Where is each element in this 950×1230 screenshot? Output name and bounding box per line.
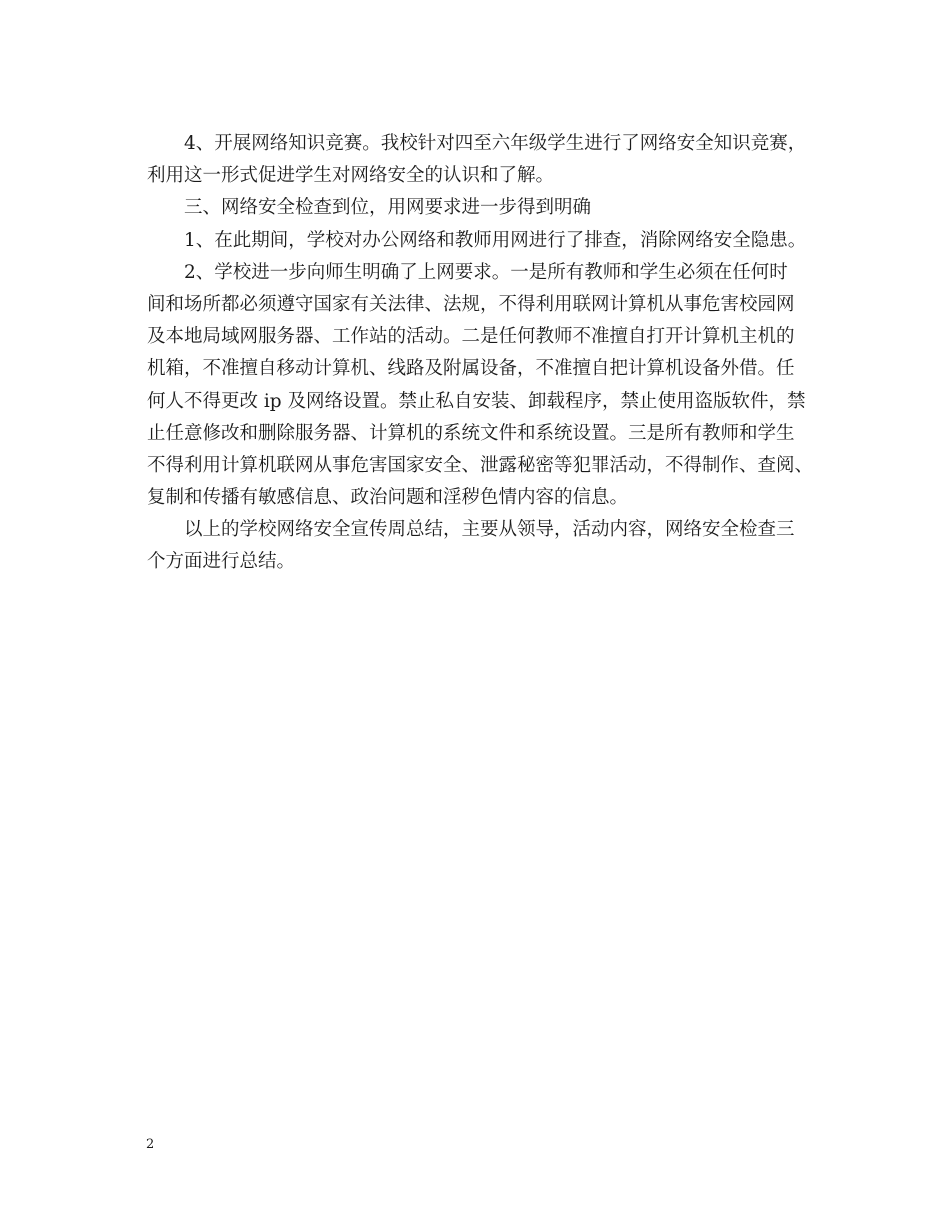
paragraph-internet-requirements xyxy=(147,257,812,515)
text-line: 止任意修改和删除服务器、计算机的系统文件和系统设置。三是所有教师和学生 xyxy=(147,422,795,444)
paragraph-summary xyxy=(147,514,812,578)
text-line: 复制和传播有敏感信息、政治问题和淫秽色情内容的信息。 xyxy=(147,487,629,509)
page-number: 2 xyxy=(146,1137,155,1152)
text-line: 个方面进行总结。 xyxy=(147,551,296,573)
text-line: 机箱，不准擅自移动计算机、线路及附属设备，不准擅自把计算机设备外借。任 xyxy=(147,358,795,380)
section-heading-security-check xyxy=(147,192,812,224)
text-line: 以上的学校网络安全宣传周总结，主要从领导，活动内容，网络安全检查三 xyxy=(184,519,795,541)
text-line: 何人不得更改 ip 及网络设置。禁止私自安装、卸载程序，禁止使用盗版软件，禁 xyxy=(147,390,806,412)
text-line: 不得利用计算机联网从事危害国家安全、泄露秘密等犯罪活动，不得制作、查阅、 xyxy=(147,454,814,476)
text-line: 及本地局域网服务器、工作站的活动。二是任何教师不准擅自打开计算机主机的 xyxy=(147,326,795,348)
text-line: 间和场所都必须遵守国家有关法律、法规，不得利用联网计算机从事危害校园网 xyxy=(147,293,795,315)
text-line: 1、在此期间，学校对办公网络和教师用网进行了排查，消除网络安全隐患。 xyxy=(184,229,807,251)
text-line: 三、网络安全检查到位，用网要求进一步得到明确 xyxy=(184,197,592,219)
document-body xyxy=(147,128,812,579)
text-line: 2、学校进一步向师生明确了上网要求。一是所有教师和学生必须在任何时 xyxy=(184,261,788,283)
text-line: 利用这一形式促进学生对网络安全的认识和了解。 xyxy=(147,165,555,187)
text-line: 4、开展网络知识竞赛。我校针对四至六年级学生进行了网络安全知识竞赛， xyxy=(184,133,807,154)
paragraph-office-network-check xyxy=(147,225,812,257)
paragraph-network-knowledge-contest xyxy=(147,128,812,192)
